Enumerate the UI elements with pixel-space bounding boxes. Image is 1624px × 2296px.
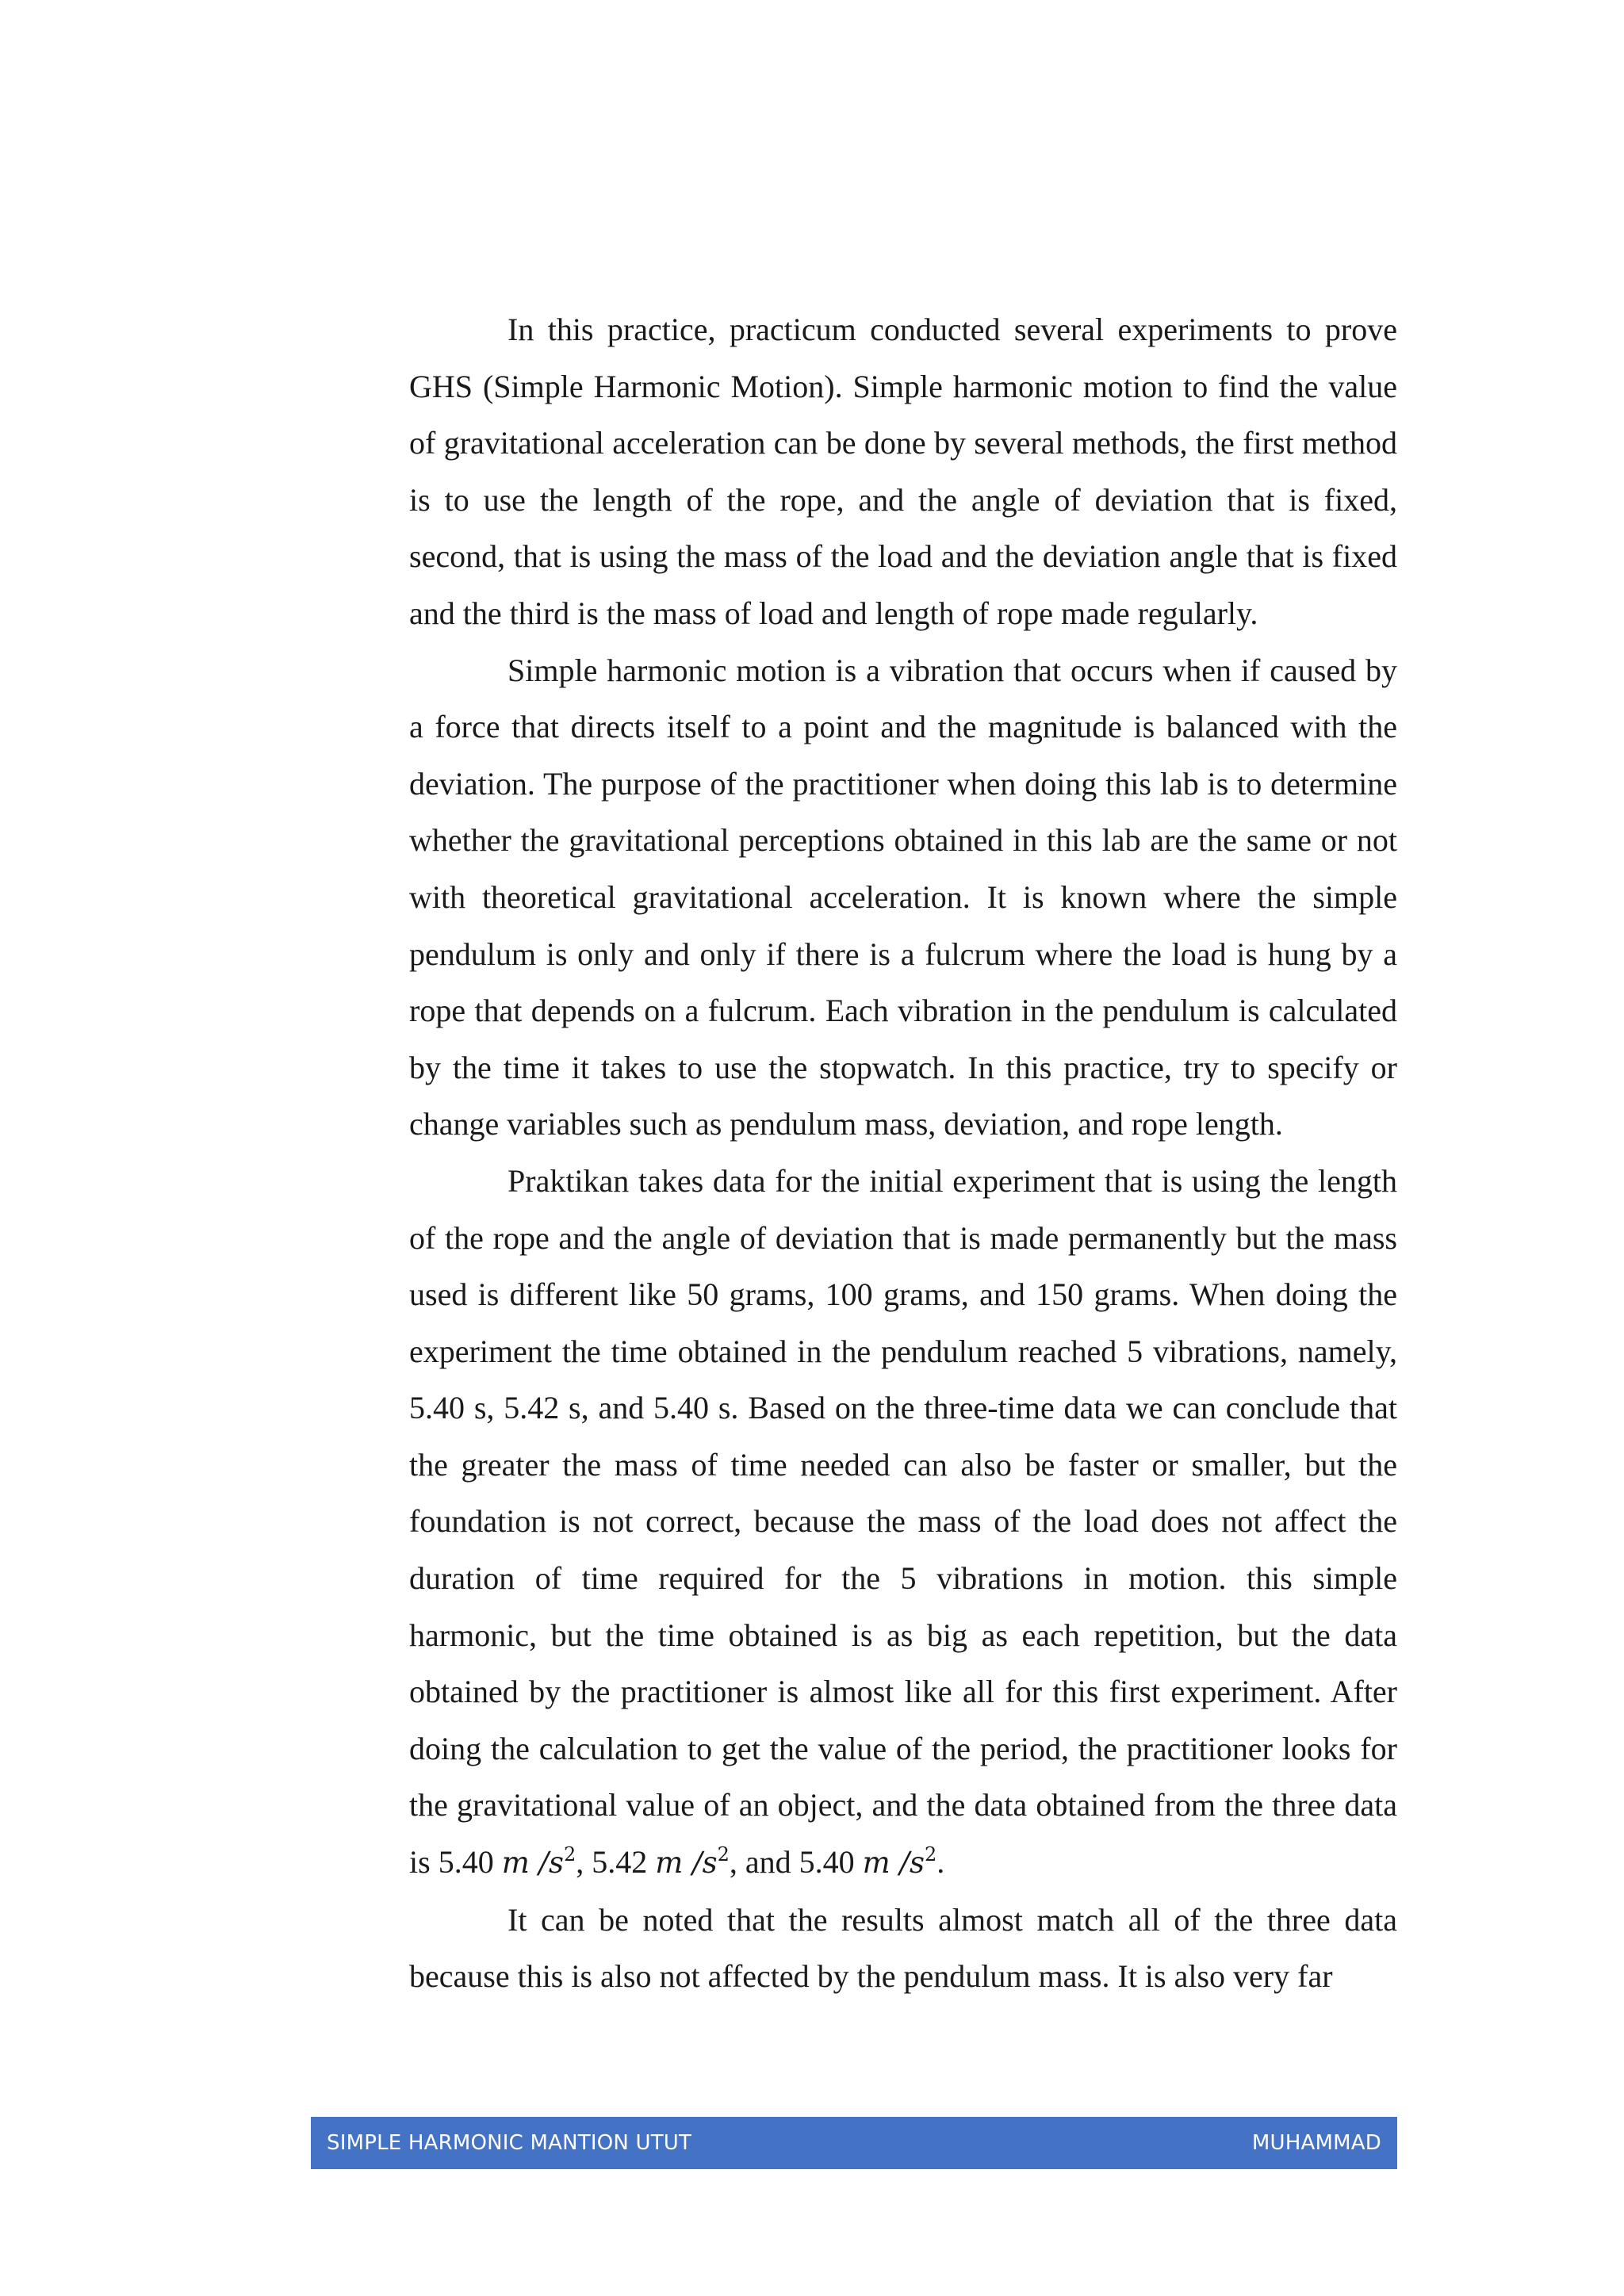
paragraph-3 [409, 1153, 1397, 1892]
footer-bar [311, 2117, 1397, 2169]
paragraph-3-text: Praktikan takes data for the initial experiment that is using the length of the rope and the angle of deviation that is made permanently but the mass used is different like 50 grams, 100 grams, and 150 grams. When doing the experiment the time obtained in the pendulum reached 5 vibrations, namely, 5.40 s, 5.42 s, and 5.40 s. Based on the three-time data we can conclude that the greater the mass of time needed can also be faster or smaller, but the foundation is not correct, because the mass of the load does not affect the duration of time required for the 5 vibrations in motion. this simple harmonic, but the time obtained is as big as each repetition, but the data obtained by the practitioner is almost like all for this first experiment. After doing the calculation to get the value of the period, the practitioner looks for the gravitational value of an object, and the data obtained from the three data is [409, 1162, 1397, 1881]
paragraph-2: Simple harmonic motion is a vibration that occurs when if caused by a force that directs itself to a point and the magnitude is balanced with the deviation. The purpose of the practitioner when doing this lab is to determine whether the gravitational perceptions obtained in this lab are the same or not with theoretical gravitational acceleration. It is known where the simple pendulum is only and only if there is a fulcrum where the load is hung by a rope that depends on a fulcrum. Each vibration in the pendulum is calculated by the time it takes to use the stopwatch. In this practice, try to specify or change variables such as pendulum mass, deviation, and rope length. [409, 652, 1397, 1142]
gravity-value-2: 5.42 [592, 1844, 648, 1881]
unit-ms2 [655, 1843, 730, 1881]
unit-exponent: 2 [717, 1843, 730, 1866]
separator-1: , [576, 1844, 584, 1881]
unit-base: m /s [501, 1846, 564, 1881]
unit-ms2 [501, 1843, 576, 1881]
gravity-value-3: 5.40 [799, 1844, 855, 1881]
paragraph-1: In this practice, practicum conducted several experiments to prove GHS (Simple Harmonic Motion). Simple harmonic motion to find the value of gravitational acceleration can be done by several methods, the first method is to use the length of the rope, and the angle of deviation that is fixed, second, that is using the mass of the load and the deviation angle that is fixed and the third is the mass of load and length of rope made regularly. [409, 312, 1397, 631]
paragraph-4: It can be noted that the results almost match all of the three data because this is also not affected by the pendulum mass. It is also very far [409, 1901, 1397, 1995]
unit-exponent: 2 [564, 1843, 576, 1866]
unit-exponent: 2 [924, 1843, 937, 1866]
unit-ms2 [862, 1843, 937, 1881]
sentence-end: . [936, 1844, 945, 1881]
footer-title: SIMPLE HARMONIC MANTION UTUT [327, 2131, 692, 2155]
gravity-value-1: 5.40 [438, 1844, 494, 1881]
body-text [409, 301, 1397, 2005]
footer-author: MUHAMMAD [1251, 2131, 1381, 2155]
separator-2: , and [729, 1844, 791, 1881]
unit-base: m /s [862, 1846, 925, 1881]
unit-base: m /s [655, 1846, 718, 1881]
